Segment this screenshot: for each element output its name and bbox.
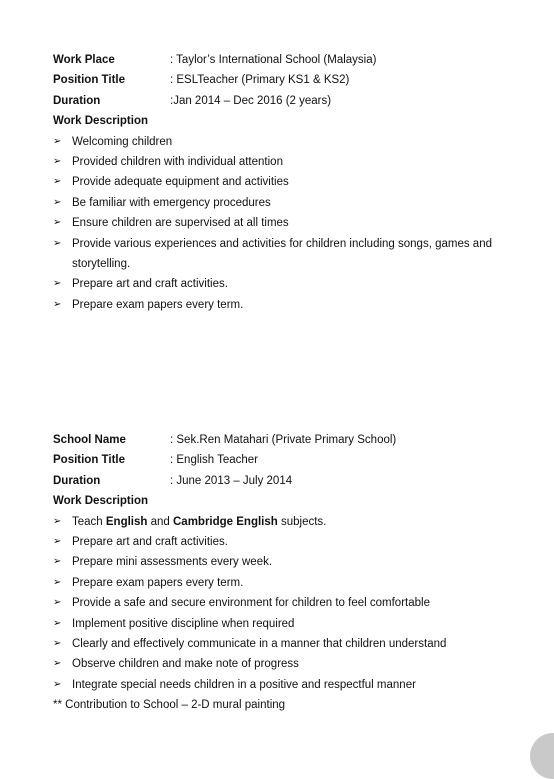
- list-item-text-post: subjects.: [277, 515, 327, 528]
- arrow-bullet-icon: ➢: [53, 617, 62, 629]
- work-place-value: : Taylor’s International School (Malaysia): [170, 54, 377, 66]
- school-name-value: : Sek.Ren Matahari (Private Primary School): [170, 434, 397, 446]
- position-title-value: : ESLTeacher (Primary KS1 & KS2): [170, 74, 350, 87]
- arrow-bullet-icon: ➢: [53, 155, 62, 167]
- duration-row: [53, 91, 533, 111]
- arrow-bullet-icon: ➢: [53, 298, 62, 310]
- duration-label: Duration: [53, 94, 101, 107]
- arrow-bullet-icon: ➢: [53, 556, 62, 568]
- list-item-text: Provide adequate equipment and activities: [72, 176, 289, 189]
- contribution-note: ** Contribution to School – 2-D mural painting: [53, 699, 286, 712]
- list-item: [53, 193, 533, 213]
- arrow-bullet-icon: ➢: [53, 196, 62, 208]
- subject-cambridge-english: Cambridge English: [173, 515, 278, 528]
- job-section-taylors: [53, 50, 533, 315]
- list-item: [53, 634, 533, 654]
- list-item-text-pre: Teach: [72, 515, 106, 528]
- position-title-row: [53, 450, 533, 470]
- list-item: [53, 152, 533, 172]
- arrow-bullet-icon: ➢: [53, 237, 62, 249]
- arrow-bullet-icon: ➢: [53, 535, 62, 547]
- list-item-text: Implement positive discipline when required: [72, 617, 295, 630]
- list-item: [53, 552, 533, 572]
- list-item: [53, 295, 533, 315]
- arrow-bullet-icon: ➢: [53, 515, 62, 527]
- list-item-text: Ensure children are supervised at all times: [72, 217, 289, 230]
- list-item-text: Prepare exam papers every term.: [72, 298, 244, 311]
- arrow-bullet-icon: ➢: [53, 176, 62, 188]
- duration-value: :Jan 2014 – Dec 2016 (2 years): [170, 94, 332, 107]
- list-item: [53, 573, 533, 593]
- list-item-text: Welcoming children: [72, 135, 173, 148]
- position-title-value: : English Teacher: [170, 454, 259, 467]
- list-item-text: Prepare exam papers every term.: [72, 576, 244, 589]
- list-item-text: Observe children and make note of progress: [72, 658, 299, 671]
- list-item-text: Prepare mini assessments every week.: [72, 556, 273, 569]
- position-title-label: Position Title: [53, 454, 125, 467]
- list-item: [53, 234, 533, 275]
- work-description-heading: Work Description: [53, 115, 148, 128]
- list-item-text-mid: and: [147, 515, 173, 528]
- list-item-text: Provide a safe and secure environment for children to feel comfortable: [72, 597, 430, 610]
- list-item: [53, 593, 533, 613]
- arrow-bullet-icon: ➢: [53, 135, 62, 147]
- subject-english: English: [105, 515, 148, 528]
- arrow-bullet-icon: ➢: [53, 217, 62, 229]
- position-title-row: [53, 70, 533, 90]
- work-description-heading: Work Description: [53, 495, 148, 508]
- list-item: [53, 654, 533, 674]
- list-item: [53, 512, 533, 532]
- work-description-list: [53, 132, 533, 316]
- page-corner-marker: [530, 733, 554, 779]
- list-item-text: Prepare art and craft activities.: [72, 278, 228, 291]
- arrow-bullet-icon: ➢: [53, 278, 62, 290]
- job-section-matahari: [53, 430, 533, 716]
- list-item: [53, 532, 533, 552]
- list-item: [53, 213, 533, 233]
- arrow-bullet-icon: ➢: [53, 678, 62, 690]
- school-name-label: School Name: [53, 434, 126, 446]
- list-item-text: Provided children with individual attention: [72, 155, 283, 168]
- work-description-list: [53, 512, 533, 696]
- list-item: [53, 172, 533, 192]
- list-item: [53, 132, 533, 152]
- list-item-text: Provide various experiences and activities for children including songs, games and storytelling.: [72, 237, 492, 270]
- work-place-row: [53, 50, 533, 70]
- list-item-text: Be familiar with emergency procedures: [72, 196, 271, 209]
- list-item-text: Prepare art and craft activities.: [72, 535, 228, 548]
- arrow-bullet-icon: ➢: [53, 597, 62, 609]
- list-item: [53, 614, 533, 634]
- duration-label: Duration: [53, 474, 101, 487]
- arrow-bullet-icon: ➢: [53, 658, 62, 670]
- school-name-row: [53, 430, 533, 450]
- duration-row: [53, 471, 533, 491]
- position-title-label: Position Title: [53, 74, 125, 87]
- list-item-text: Integrate special needs children in a positive and respectful manner: [72, 678, 416, 691]
- list-item: [53, 274, 533, 294]
- arrow-bullet-icon: ➢: [53, 638, 62, 649]
- work-place-label: Work Place: [53, 54, 115, 66]
- list-item-text: Clearly and effectively communicate in a manner that children understand: [72, 638, 447, 650]
- arrow-bullet-icon: ➢: [53, 576, 62, 588]
- list-item: [53, 675, 533, 695]
- duration-value: : June 2013 – July 2014: [170, 474, 293, 487]
